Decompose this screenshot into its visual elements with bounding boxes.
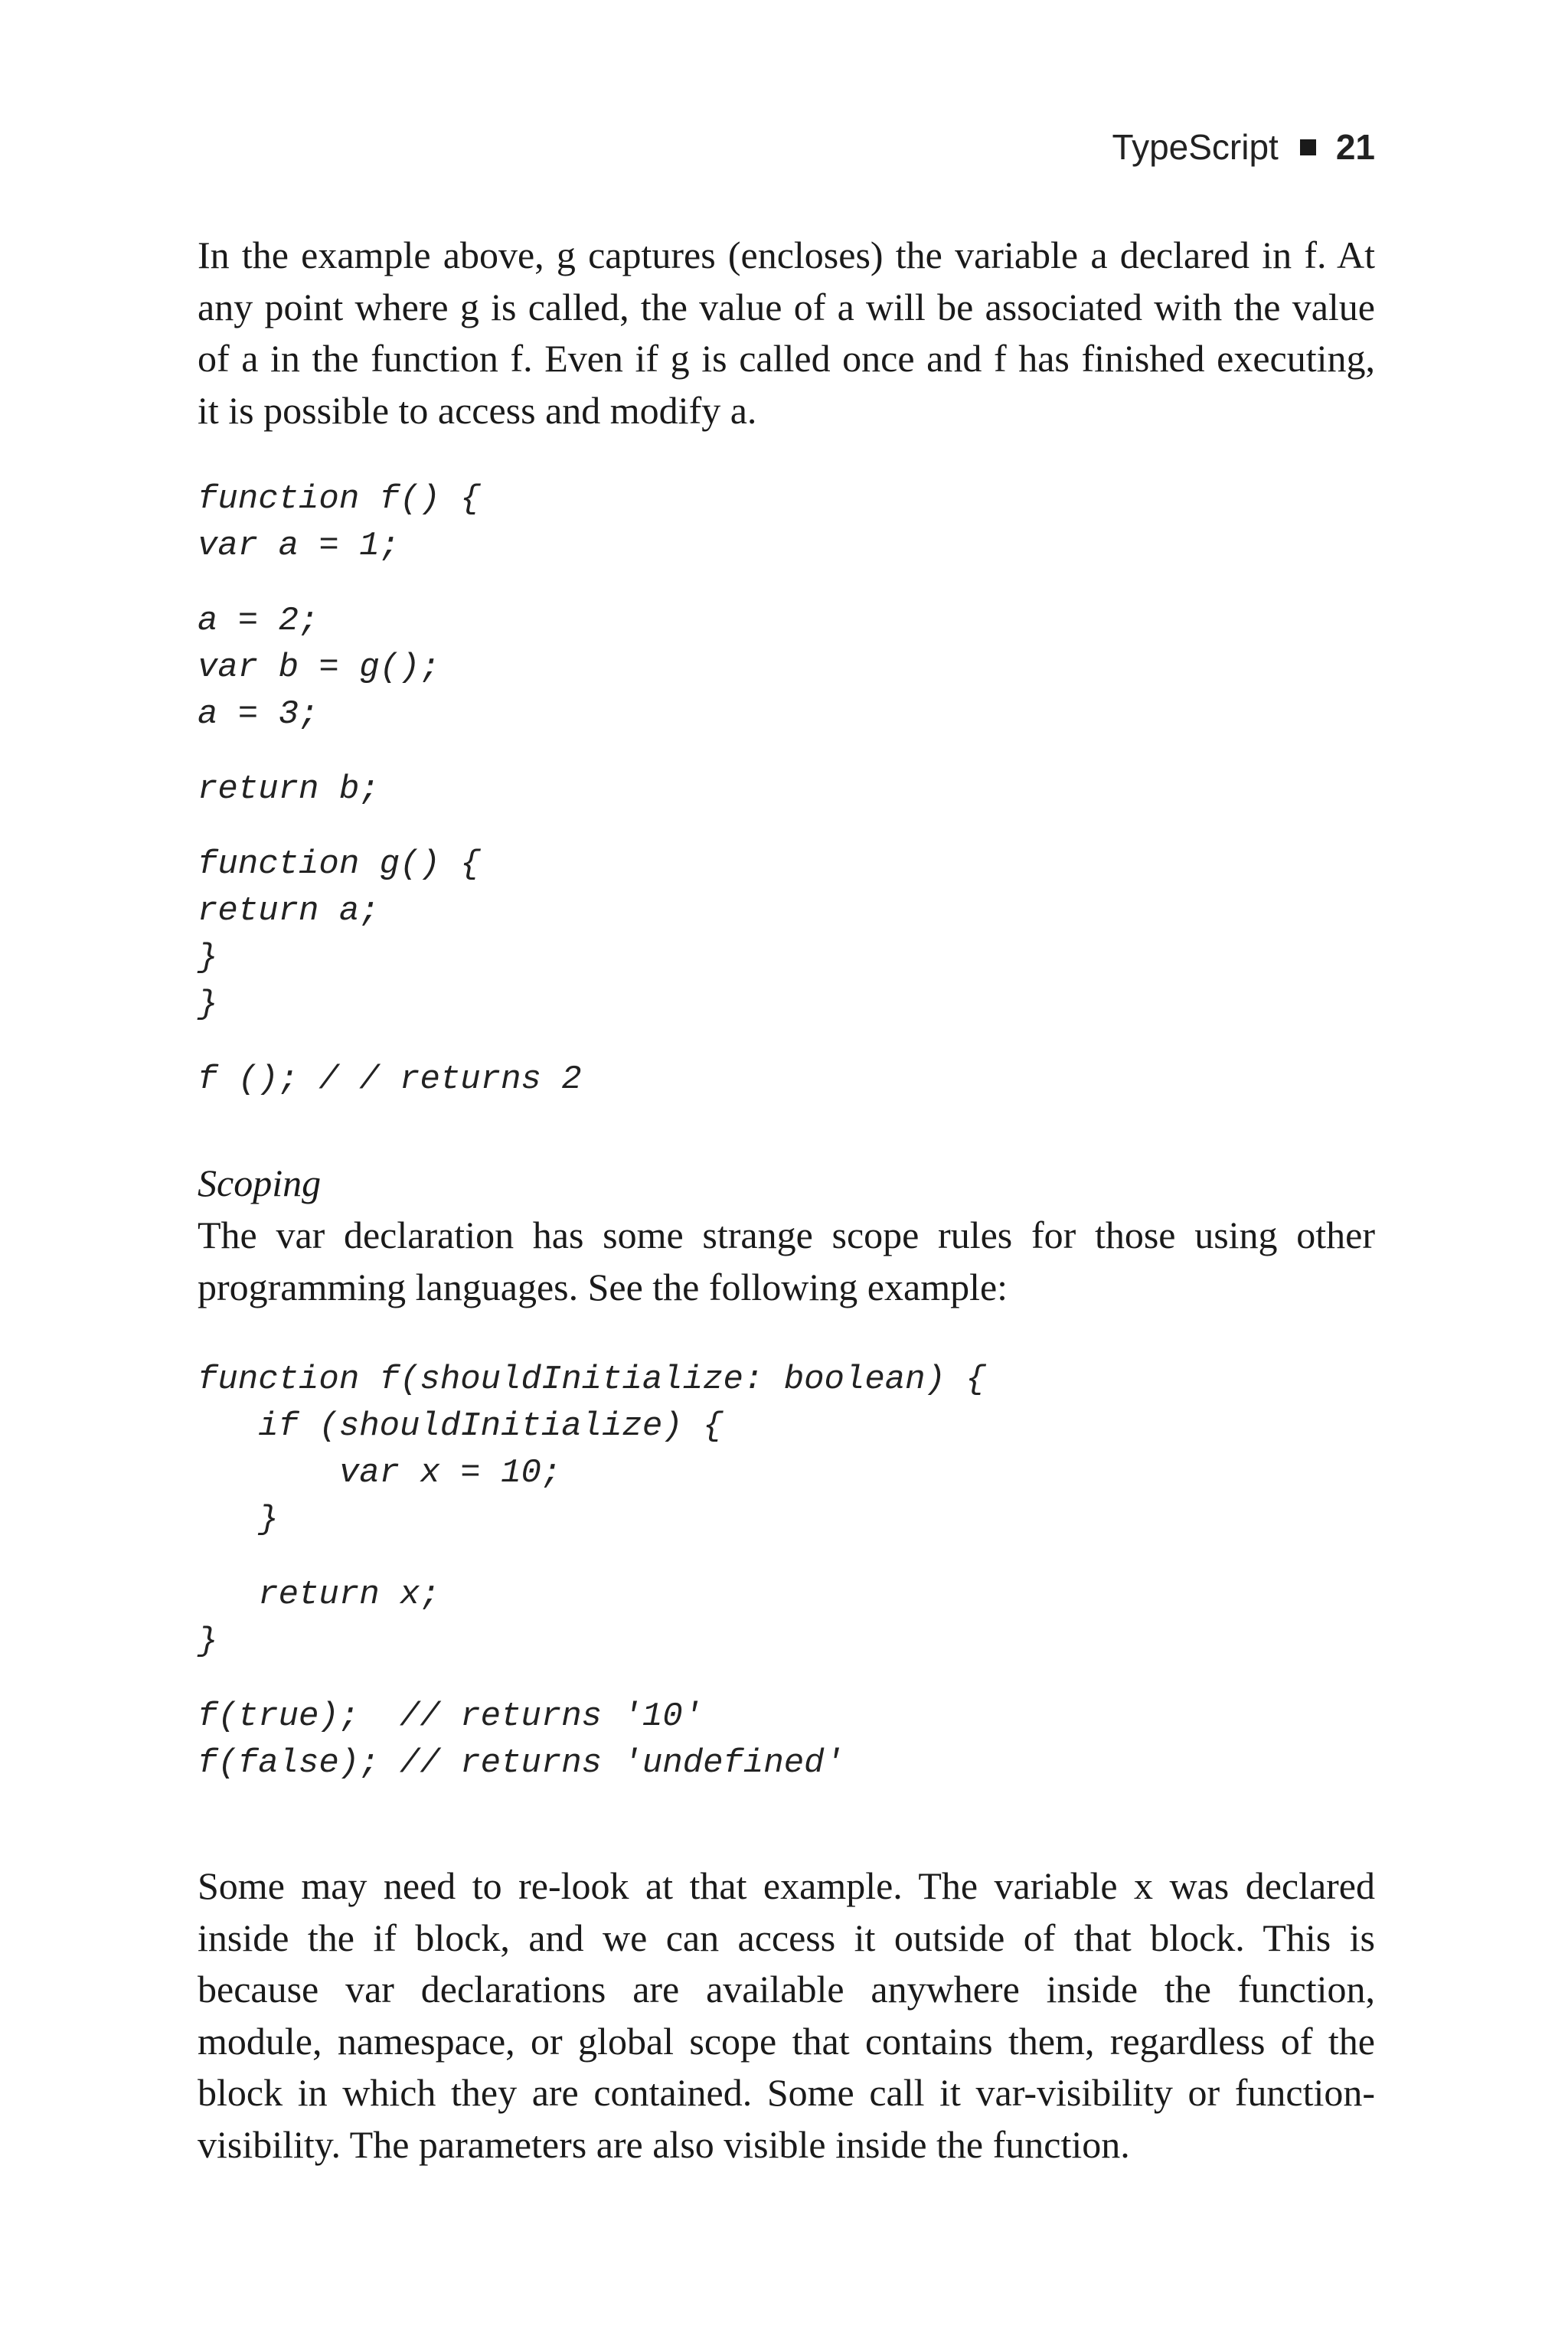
paragraph-line: because var declarations are available anywhere inside the function, xyxy=(198,1968,1375,2011)
paragraph-line: any point where g is called, the value of a will be associated with the value xyxy=(198,285,1375,328)
closing-paragraph xyxy=(198,1860,1375,2171)
paragraph-line: programming languages. See the following example: xyxy=(198,1265,1008,1308)
running-title: TypeScript xyxy=(1112,127,1279,167)
code-line: var a = 1; xyxy=(198,527,400,565)
code-line: } xyxy=(198,939,218,977)
code-blank-line xyxy=(198,1544,986,1572)
code-block-closure xyxy=(198,476,582,1103)
code-line: return a; xyxy=(198,892,380,930)
square-bullet-icon xyxy=(1300,139,1316,155)
paragraph-line: block in which they are contained. Some call it var-visibility or function- xyxy=(198,2071,1375,2114)
paragraph-line: of a in the function f. Even if g is called once and f has finished executing, xyxy=(198,337,1375,380)
code-line: } xyxy=(198,1622,218,1661)
code-line: function f() { xyxy=(198,480,481,518)
code-line: f(true); // returns '10' xyxy=(198,1697,704,1736)
code-line: if (shouldInitialize) { xyxy=(198,1407,724,1446)
paragraph-line: Some may need to re-look at that example. The variable x was declared xyxy=(198,1864,1375,1907)
page-number: 21 xyxy=(1335,127,1375,167)
scoping-paragraph xyxy=(198,1210,1375,1313)
book-page xyxy=(198,0,1375,2352)
paragraph-line: visibility. The parameters are also visible inside the function. xyxy=(198,2122,1130,2166)
code-blank-line xyxy=(198,813,582,841)
paragraph-line: it is possible to access and modify a. xyxy=(198,388,757,432)
code-line: } xyxy=(198,1501,279,1539)
code-line: var x = 10; xyxy=(198,1454,562,1492)
code-line: function f(shouldInitialize: boolean) { xyxy=(198,1361,986,1399)
code-line: a = 3; xyxy=(198,695,319,733)
running-head xyxy=(1112,124,1375,170)
code-blank-line xyxy=(198,1028,582,1057)
code-line: f (); / / returns 2 xyxy=(198,1060,582,1099)
code-blank-line xyxy=(198,738,582,766)
section-heading: Scoping xyxy=(198,1161,322,1204)
code-block-scoping xyxy=(198,1357,986,1787)
code-line: a = 2; xyxy=(198,602,319,640)
paragraph-line: The var declaration has some strange scope rules for those using other xyxy=(198,1214,1375,1256)
code-line: f(false); // returns 'undefined' xyxy=(198,1744,844,1782)
paragraph-line: In the example above, g captures (encloses) the variable a declared in f. At xyxy=(198,234,1375,276)
code-blank-line xyxy=(198,570,582,598)
intro-paragraph xyxy=(198,230,1375,436)
code-line: return b; xyxy=(198,770,380,808)
code-line: return x; xyxy=(198,1576,440,1614)
paragraph-line: module, namespace, or global scope that contains them, regardless of the xyxy=(198,2019,1375,2063)
code-line: } xyxy=(198,985,218,1024)
code-line: var b = g(); xyxy=(198,648,440,687)
paragraph-line: inside the if block, and we can access it outside of that block. This is xyxy=(198,1916,1375,1959)
code-blank-line xyxy=(198,1665,986,1694)
code-line: function g() { xyxy=(198,845,481,884)
